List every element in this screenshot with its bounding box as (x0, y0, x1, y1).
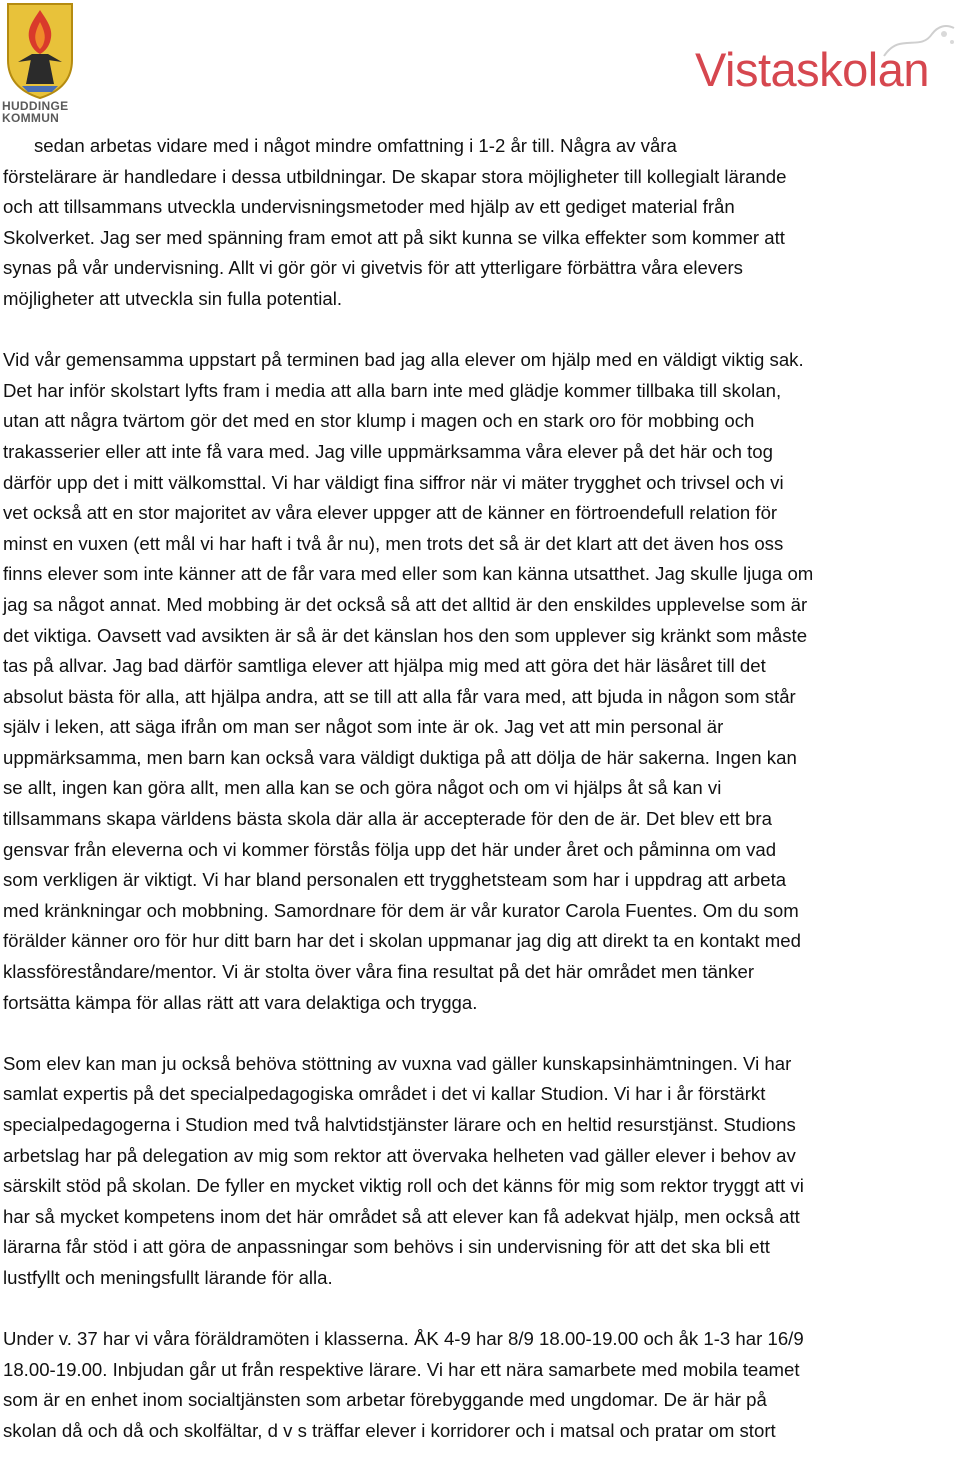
text-line: Det har inför skolstart lyfts fram i media att alla barn inte med glädje kommer tillbaka till skolan, (3, 379, 782, 401)
text-line: själv i leken, att säga ifrån om man ser något som inte är ok. Jag vet att min personal är (3, 716, 724, 738)
letter-body (3, 131, 958, 1477)
text-line: uppmärksamma, men barn kan också vara väldigt duktiga på att dölja de här sakerna. Ingen kan (3, 746, 797, 768)
text-line: Skolverket. Jag ser med spänning fram emot att på sikt kunna se vilka effekter som kommer att (3, 226, 785, 248)
text-line: det viktiga. Oavsett vad avsikten är så är det känslan hos den som upplever sig kränkt som måste (3, 624, 808, 646)
text-line: förälder känner oro för hur ditt barn har det i skolan uppmanar jag dig att direkt ta en kontakt med (3, 930, 801, 952)
text-line: specialpedagogerna i Studion med två halvtidstjänster lärare och en heltid resurstjänst. Studions (3, 1114, 796, 1135)
text-line: se allt, ingen kan göra allt, men alla kan se och göra något och om vi hjälps åt så kan vi (3, 777, 722, 799)
text-line: vet också att en stor majoritet av våra elever uppger att de känner en förtroendefull relation för (3, 502, 778, 524)
text-line: sedan arbetas vidare med i något mindre omfattning i 1-2 år till. Några av våra (3, 135, 677, 156)
text-line: Som elev kan man ju också behöva stöttning av vuxna vad gäller kunskapsinhämtningen. Vi har (3, 1052, 792, 1074)
text-line: möjligheter att utveckla sin fulla potential. (3, 287, 342, 309)
paragraph-bullying (3, 345, 958, 1018)
text-line: arbetslag har på delegation av mig som rektor att övervaka helheten vad gäller elever i behov av (3, 1144, 796, 1166)
text-line: har så mycket kompetens inom det här området så att elever kan få adekvat hjälp, men också att (3, 1205, 800, 1227)
huddinge-kommun-logo (2, 2, 82, 128)
text-line: absolut bästa för alla, att hjälpa andra, att se till att alla får vara med, att bjuda in någon som står (3, 685, 796, 707)
text-line: och att tillsammans utveckla undervisningsmetoder med hjälp av ett gediget material från (3, 196, 735, 218)
text-line: förstelärare är handledare i dessa utbildningar. De skapar stora möjligheter till kollegialt lärande (3, 165, 787, 187)
text-line: som är en enhet inom socialtjänsten som arbetar förebyggande med ungdomar. De är här på (3, 1389, 767, 1411)
paragraph-studion (3, 1049, 958, 1294)
text-line: utan att några tvärtom gör det med en stor klump i magen och en stark oro för mobbing och (3, 410, 755, 432)
text-line: fortsätta kämpa för allas rätt att vara delaktiga och trygga. (3, 991, 478, 1013)
text-line: tas på allvar. Jag bad därför samtliga elever att hjälpa mig med att göra det här läsåret till det (3, 655, 766, 677)
kommun-name: KOMMUN (2, 111, 60, 125)
text-line: klassföreståndare/mentor. Vi är stolta över våra fina resultat på det här området men tänker (3, 961, 755, 983)
text-line: därför upp det i mitt välkomsttal. Vi har väldigt fina siffror när vi mäter trygghet och trivsel och vi (3, 471, 784, 493)
paragraph-parent-meetings (3, 1324, 958, 1446)
paragraph-training (3, 131, 958, 315)
text-line: som verkligen är viktigt. Vi har bland personalen ett trygghetsteam som har i uppdrag att arbeta (3, 869, 787, 891)
text-line: minst en vuxen (ett mål vi har haft i två år nu), men trots det så är det klart att det även hos oss (3, 532, 784, 554)
huddinge-name: HUDDINGE (2, 99, 69, 113)
text-line: synas på vår undervisning. Allt vi gör gör vi givetvis för att ytterligare förbättra våra elevers (3, 257, 743, 279)
text-line: med kränkningar och mobbning. Samordnare för dem är vår kurator Carola Fuentes. Om du som (3, 899, 799, 921)
text-line: lustfyllt och meningsfullt lärande för alla. (3, 1266, 333, 1288)
text-line: lärarna får stöd i att göra de anpassningar som behövs i sin undervisning för att det ska bli ett (3, 1236, 770, 1258)
vistaskolan-wordmark: Vistaskolan (695, 43, 929, 96)
text-line: tillsammans skapa världens bästa skola där alla är accepterade för den de är. Det blev ett bra (3, 808, 772, 830)
text-line: Under v. 37 har vi våra föräldramöten i klasserna. ÅK 4-9 har 8/9 18.00-19.00 och åk 1-3 har 16/9 (3, 1328, 804, 1350)
vistaskolan-logo (690, 22, 958, 96)
huddinge-crest-icon (2, 2, 78, 100)
text-line: samlat expertis på det specialpedagogiska området i det vi kallar Studion. Vi har i år förstärkt (3, 1083, 766, 1105)
text-line: finns elever som inte känner att de får vara med eller som kan känna utsatthet. Jag skulle ljuga om (3, 563, 814, 585)
text-line: skolan då och då och skolfältar, d v s träffar elever i korridorer och i matsal och pratar om stort (3, 1419, 776, 1441)
text-line: gensvar från eleverna och vi kommer förstås följa upp det här under året och påminna om vad (3, 838, 777, 860)
text-line: särskilt stöd på skolan. De fyller en mycket viktig roll och det känns för mig som rektor tryggt att vi (3, 1175, 804, 1197)
text-line: Vid vår gemensamma uppstart på terminen bad jag alla elever om hjälp med en väldigt viktig sak. (3, 349, 804, 371)
text-line: jag sa något annat. Med mobbing är det också så att det alltid är den enskildes upplevelse som är (3, 593, 808, 615)
text-line: 18.00-19.00. Inbjudan går ut från respektive lärare. Vi har ett nära samarbete med mobila teamet (3, 1358, 800, 1380)
text-line: trakasserier eller att inte få vara med. Jag ville uppmärksamma våra elever på det här och tog (3, 440, 773, 462)
